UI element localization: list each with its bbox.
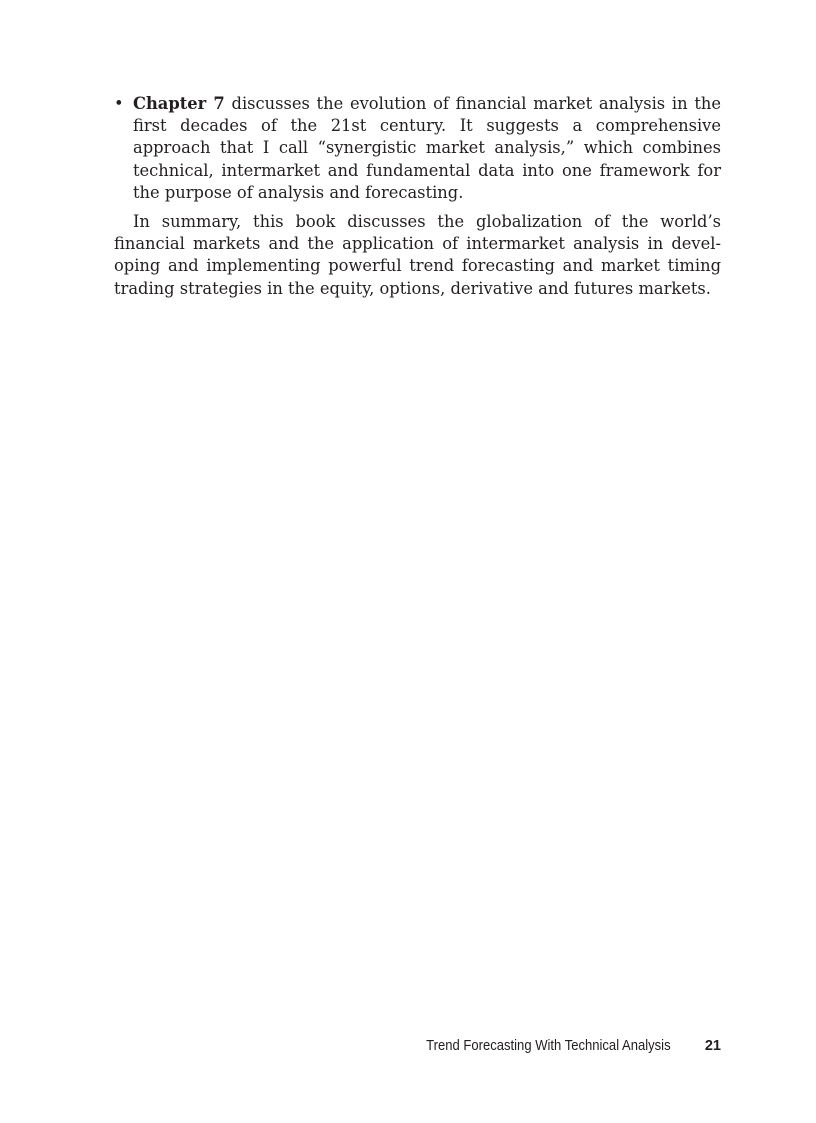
body-text [114,93,721,300]
bullet-item-chapter-7 [114,93,721,204]
bullet-body-text: discusses the evolution of financial market analysis in the first decades of the 21st century. It suggests a comprehensive approach that I call “synergistic market analysis,” which combines technical, intermarket and fundamental data into one framework for the purpose of analysis and forecasting. [133,94,721,202]
running-title: Trend Forecasting With Technical Analysis [426,1038,671,1054]
summary-paragraph: In summary, this book discusses the globalization of the world’s financial markets and the application of intermarket analysis in developing and implementing powerful trend forecasting and market timing trading strategies in the equity, options, derivative and futures markets. [114,212,721,298]
bullet-marker: • [114,94,124,113]
page-footer [0,1037,721,1055]
bullet-lead-text: Chapter 7 [133,94,225,113]
page-number: 21 [704,1038,721,1054]
